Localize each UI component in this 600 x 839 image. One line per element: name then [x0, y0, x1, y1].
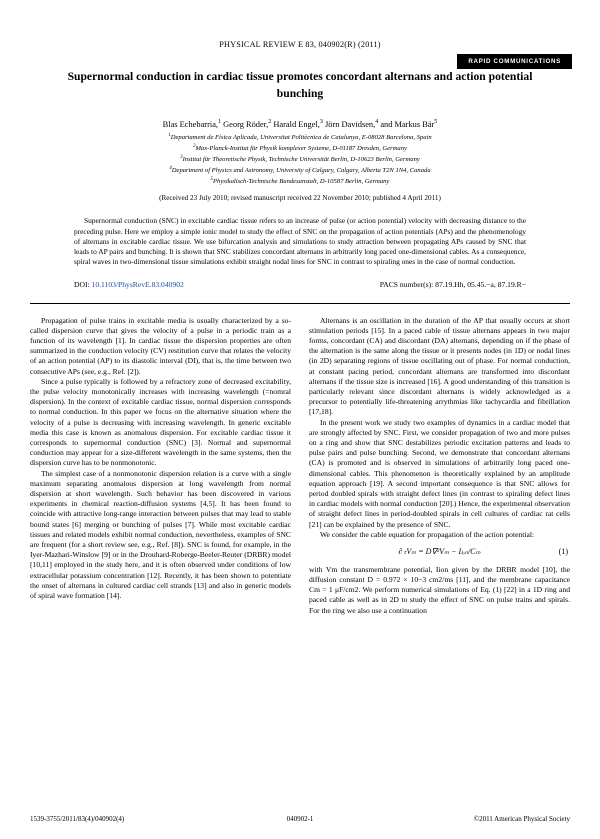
footer-page-number: 040902-1 — [286, 815, 314, 823]
author-list: Blas Echebarria,$^1$ Georg Röder,$^2$ Harald Engel,$^3$ Jörn Davidsen,$^4$ and Markus Bär$^5$ — [162, 118, 438, 129]
page-footer — [30, 815, 570, 823]
affiliation-5: $^5$Physikalisch-Technische Bundesanstalt, D-10587 Berlin, Germany — [210, 176, 390, 185]
doi-label: DOI: — [74, 279, 90, 289]
doi-link[interactable]: 10.1103/PhysRevE.83.040902 — [91, 279, 184, 289]
equation-body: ∂ ₜVₘ = D∇²Vₘ − Iₗₒₙ/Cₘ — [398, 547, 481, 556]
paragraph: The simplest case of a nonmonotonic dispersion relation is a curve with a single maximum separating anomalous dispersion at long wavelength from normal dispersion at short wavelength. Such behavior has been discovered in various experiments in chemical reaction-diffusion systems [4,5]. It has been found to coincide with attractive long-range interaction between pulses that may lead to stable bound states [6] merging or bunching of pulses [7]. While most excitable cardiac tissues and related models exhibit normal conduction, nevertheless, examples of SNC are frequent (for a short review see, e.g., Ref. [8]). SNC is found, for example, in the Iyer-Mazhari-Winslow [9] or in the Drouhard-Roberge-Beeler-Reuter (DRBR) model [10,11] employed in the study here, and it is often observed under conditions of low extracellular potassium concentration [12]. Recently, it has been shown to potentiate the onset of alternans in cultured cardiac cell strands [13] and also in generic models of spiral wave formation [14]. — [30, 468, 291, 601]
paragraph: with Vm the transmembrane potential, Iion given by the DRBR model [10], the diffusion constant D = 0.972 × 10−3 cm2/ms [11], and the membrane capacitance Cm = 1 μF/cm2. We perform numerical simulations of Eq. (1) [22] in a 1D ring and paced cable as well as in 2D to study the effect of SNC on pulse trains and spirals. For the ring we also use a continuation — [309, 564, 570, 615]
footer-issn: 1539-3755/2011/83(4)/040902(4) — [30, 815, 125, 823]
right-column — [309, 316, 570, 616]
pacs-label: PACS number(s): — [379, 279, 434, 289]
paragraph: In the present work we study two examples of dynamics in a cardiac model that are strongly affected by SNC. First, we consider propagation of two and more pulses on a ring and show that SNC destabilizes periodic excitation patterns and leads to pulse pairs and pulse bunching. Second, we demonstrate that concordant alternans (CA) is promoted and is observed in simulations of arbitrarily long paced one-dimensional cables. This phenomenon is theoretically explained by an amplitude equation approach [19]. A second important consequence is that SNC allows for period doubled spirals with straight defect lines (in contrast to spiraling defect lines in cardiac models with normal conduction [20].) Hence, the experimental observation of straight defect lines in period-doubled spirals in cell cultures of cardiac rat cells [21] can be explained by the presence of SNC. — [309, 417, 570, 529]
pacs-block — [380, 280, 526, 289]
affiliation-3: $^3$Institut für Theoretische Physik, Technische Universität Berlin, D-10623 Berlin, Germany — [180, 154, 420, 163]
paragraph: We consider the cable equation for propagation of the action potential: — [320, 529, 535, 539]
paragraph: Propagation of pulse trains in excitable media is usually characterized by a so-called dispersion curve that gives the velocity of a pulse in a periodic train as a function of its wavelength [1]. In cardiac tissue the dispersion properties are often summarized in the conduction velocity (CV) restitution curve that relates the velocity of an action potential (AP) to its diastolic interval (DI), that is, the time between two consecutive APs (see, e.g., Ref. [2]). — [30, 315, 291, 376]
rapid-communications-badge: RAPID COMMUNICATIONS — [457, 54, 572, 69]
equation-1 — [309, 547, 570, 558]
paragraph: Since a pulse typically is followed by a refractory zone of decreased excitability, the pulse velocity monotonically increases with increasing wavelength (=nomral dispersion). In the context of excitable cardiac tissue, normal dispersion corresponds to normal conduction. In this paper we focus on the alternative situation where the velocity of a pulse is decreasing with increasing wavelength. In generic excitable media this case is known as anomalous dispersion. For excitable cardiac tissue it corresponds to supernormal conduction (SNC) [3]. Normal and supernormal conduction may appear for a size-different wavelength in the same systems, then the dispersion curve has to be nonmonotonic. — [30, 376, 291, 468]
footer-copyright: ©2011 American Physical Society — [473, 815, 570, 823]
received-dates: (Received 23 July 2010; revised manuscript received 22 November 2010; published 4 April 2011) — [159, 194, 441, 203]
header-divider — [30, 303, 570, 304]
doi-pacs-row — [74, 280, 526, 289]
left-column — [30, 316, 291, 616]
pacs-value: 87.19.Hh, 05.45.−a, 87.19.R− — [435, 279, 526, 289]
page-title: Supernormal conduction in cardiac tissue promotes concordant alternans and action potential bunching — [67, 70, 533, 100]
paper-page — [0, 40, 600, 839]
journal-reference: PHYSICAL REVIEW E 83, 040902(R) (2011) — [219, 40, 381, 49]
equation-number: (1) — [558, 547, 568, 556]
affiliation-1: $^1$Departament de Física Aplicada, Universitat Politècnica de Catalunya, E-08028 Barcelona, Spain — [168, 132, 432, 141]
doi-block — [74, 280, 184, 289]
affiliation-4: $^4$Department of Physics and Astronomy, University of Calgary, Calgary, Alberta T2N 1N4, Canada — [169, 165, 431, 174]
body-columns — [30, 316, 570, 616]
abstract: Supernormal conduction (SNC) in excitable cardiac tissue refers to an increase of pulse (or action potential) velocity with decreasing distance to the preceding pulse. Here we employ a simple ionic model to study the effect of SNC on the propagation of action potentials (APs) and the phenomenology of alternans in excitable cardiac tissue. We use bifurcation analysis and simulations to study attraction between propagating APs caused by SNC that leads to AP pairs and bunching. It is shown that SNC stabilizes concordant alternans in arbitrarily long paced one-dimensional cables. As a consequence, spiral waves in two-dimensional tissue simulations exhibit straight nodal lines for SNC in contrast to spiraling ones in the case of normal conduction. — [74, 216, 526, 267]
paragraph: Alternans is an oscillation in the duration of the AP that usually occurs at short stimulation periods [15]. In a paced cable of tissue alternans appears in two major forms, concordant (CA) and discordant (DA) alternans, depending on if the phase of the alternation is the same along the tissue or it presents nodes (in 1D) or nodal lines (in 2D) separating regions of tissue oscillating out of phase. For normal conduction, at constant pacing period, concordant alternans are transformed into discordant alternans if the tissue size is increased [16]. A good understanding of this transition is particularly relevant since discordant alternans is widely acknowledged as a precursor to potentially life-threatening arrythmias like tachycardia and fibrillation [17,18]. — [309, 315, 570, 417]
affiliation-2: $^2$Max-Planck-Institut für Physik komplexer Systeme, D-01187 Dresden, Germany — [193, 143, 407, 152]
